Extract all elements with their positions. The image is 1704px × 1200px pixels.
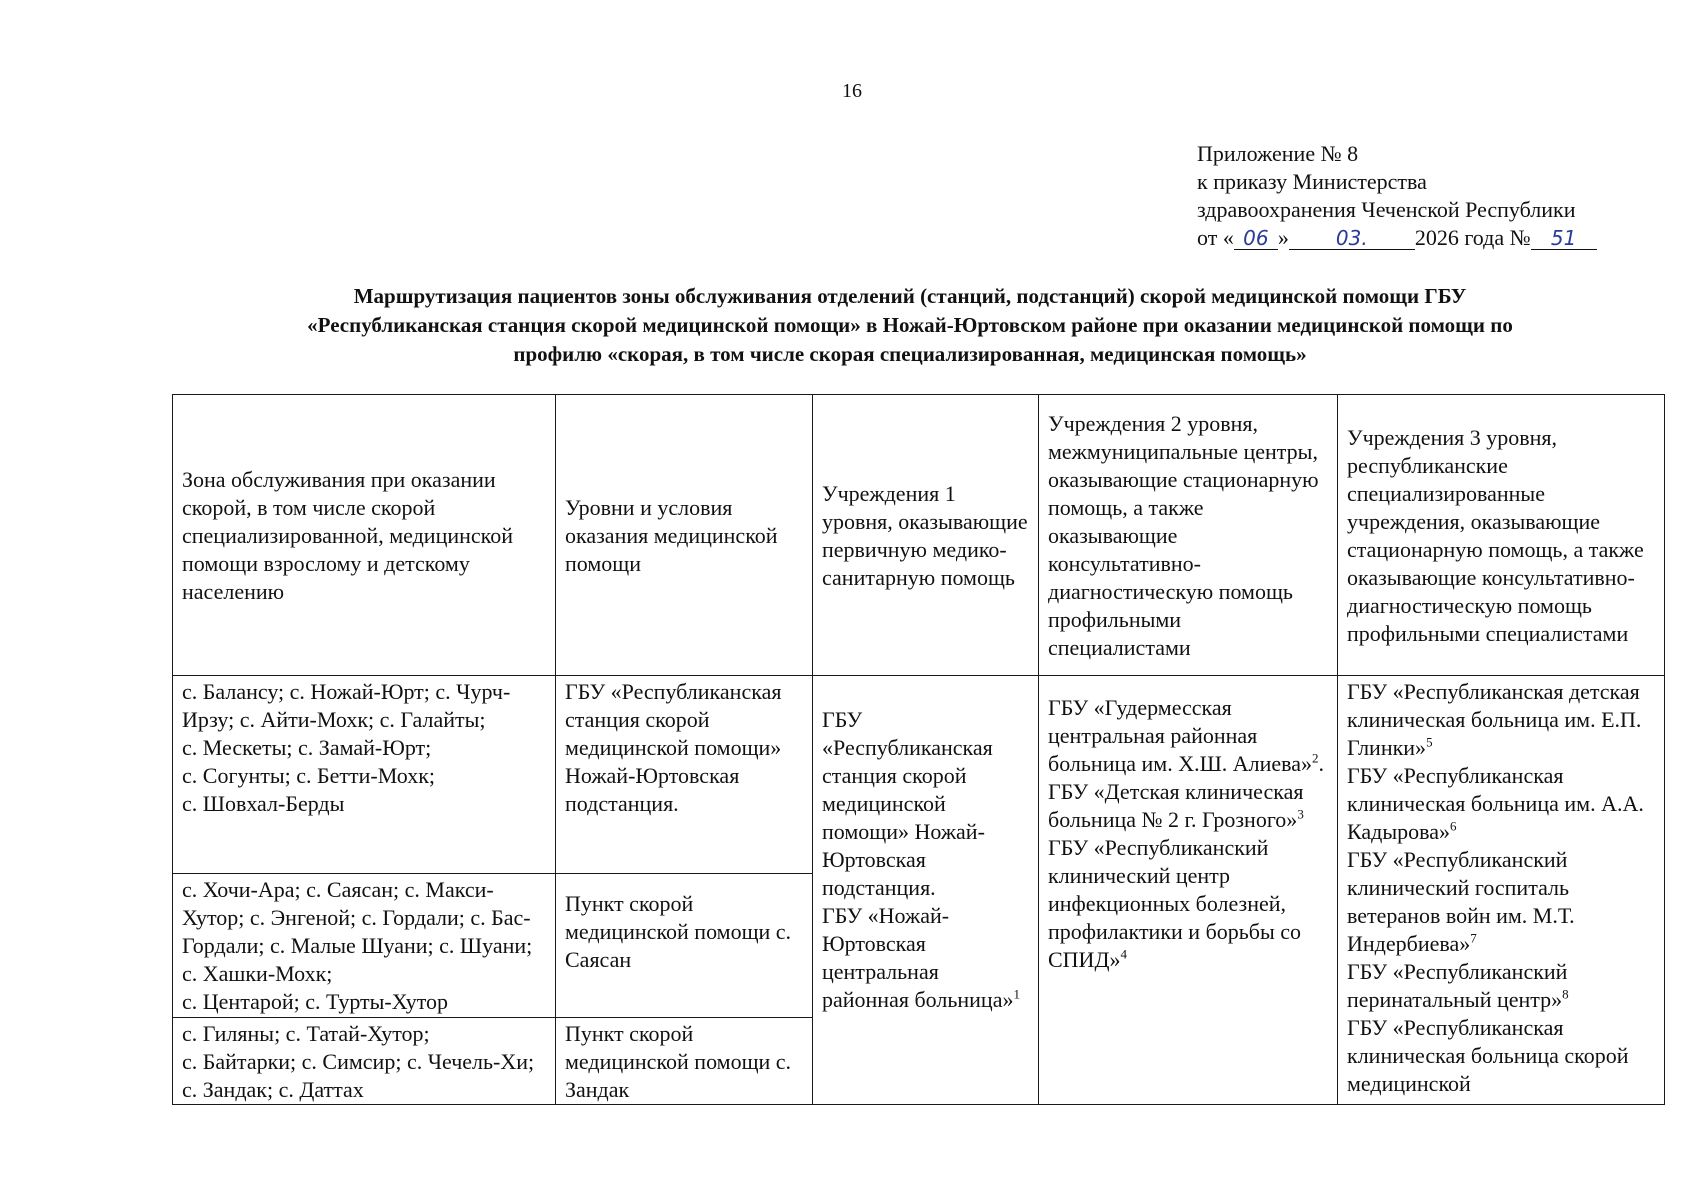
footnote-ref: 3: [1297, 806, 1304, 822]
zone-line: с. Гиляны; с. Татай-Хутор;: [182, 1021, 430, 1046]
date-prefix: от «: [1197, 225, 1234, 250]
footnote-ref: 1: [1013, 986, 1020, 1002]
level-2-institution: ГБУ «Детская клиническая больница № 2 г. Грозного»$^3$: [1048, 779, 1304, 832]
handwritten-order-number: 51: [1531, 227, 1597, 250]
appendix-line-3: здравоохранения Чеченской Республики: [1197, 197, 1576, 222]
zone-line: с. Хочи-Ара; с. Саясан; с. Макси-Хутор; с. Энгеной; с. Гордали; с. Бас-Гордали; с. Малые Шуани; с. Шуани; с. Хашки-Мохк;: [182, 877, 533, 986]
care-level-cell: ГБУ «Республиканская станция скорой медицинской помощи» Ножай-Юртовская подстанция.: [556, 676, 813, 874]
zone-cell: [173, 676, 556, 874]
care-level-cell: Пункт скорой медицинской помощи с. Зандак: [556, 1018, 813, 1105]
level-3-institution: ГБУ «Республиканская детская клиническая больница им. Е.П. Глинки»$^5$: [1347, 679, 1642, 760]
handwritten-day: 06: [1234, 227, 1278, 250]
zone-cell: [173, 1018, 556, 1105]
title-line-3: профилю «скорая, в том числе скорая специализированная, медицинская помощь»: [513, 342, 1307, 366]
zone-line: с. Байтарки; с. Симсир; с. Чечель-Хи; с. Зандак; с. Даттах: [182, 1049, 535, 1102]
date-mid: »: [1277, 225, 1289, 250]
page-number: 16: [842, 80, 862, 102]
footnote-ref: 2: [1312, 750, 1319, 766]
level-2-institution: ГБУ «Гудермесская центральная районная больница им. Х.Ш. Алиева»$^2$.: [1048, 695, 1325, 776]
footnote-ref: 5: [1426, 734, 1433, 750]
level-2-institution: ГБУ «Республиканский клинический центр инфекционных болезней, профилактики и борьбы со СПИД»$^4$: [1048, 835, 1302, 972]
zone-line: с. Мескеты; с. Замай-Юрт;: [182, 735, 432, 760]
footnote-ref: 4: [1120, 946, 1127, 962]
level-2-cell: [1039, 676, 1338, 1105]
header-care-levels: Уровни и условия оказания медицинской помощи: [556, 395, 813, 676]
document-title: [160, 282, 1660, 369]
appendix-line-2: к приказу Министерства: [1197, 169, 1427, 194]
header-level-1: Учреждения 1 уровня, оказывающие первичную медико-санитарную помощь: [813, 395, 1039, 676]
level-3-cell: [1338, 676, 1665, 1105]
appendix-date-line: [1197, 224, 1597, 252]
zone-line: с. Шовхал-Берды: [182, 791, 345, 816]
appendix-header: [1197, 140, 1597, 252]
table-row: [173, 676, 1665, 874]
appendix-line-1: Приложение № 8: [1197, 141, 1359, 166]
footnote-ref: 8: [1562, 986, 1569, 1002]
footnote-ref: 7: [1470, 930, 1477, 946]
care-level-cell: Пункт скорой медицинской помощи с. Саясан: [556, 874, 813, 1018]
level-3-institution: ГБУ «Республиканская клиническая больница им. А.А. Кадырова»$^6$: [1347, 763, 1644, 844]
level-3-institution: ГБУ «Республиканская клиническая больница скорой медицинской: [1347, 1015, 1629, 1096]
handwritten-month: 03.: [1289, 227, 1415, 250]
year-text: 2026 года №: [1414, 225, 1531, 250]
title-line-2: «Республиканская станция скорой медицинской помощи» в Ножай-Юртовском районе при оказании медицинской помощи по: [307, 313, 1513, 337]
footnote-ref: 6: [1450, 818, 1457, 834]
routing-table: [172, 394, 1665, 1105]
level-3-institution: ГБУ «Республиканский клинический госпиталь ветеранов войн им. М.Т. Индербиева»$^7$: [1347, 847, 1575, 956]
header-level-3: Учреждения 3 уровня, республиканские специализированные учреждения, оказывающие стационарную помощь, а также оказывающие консультативно-диагностическую помощь профильными специалистами: [1338, 395, 1665, 676]
table-header-row: [173, 395, 1665, 676]
title-line-1: Маршрутизация пациентов зоны обслуживания отделений (станций, подстанций) скорой медицинской помощи ГБУ: [353, 284, 1467, 308]
level-1-institution: ГБУ «Ножай-Юртовская центральная районная больница»$^1$: [822, 903, 1020, 1012]
zone-line: с. Согунты; с. Бетти-Мохк;: [182, 763, 435, 788]
zone-cell: [173, 874, 556, 1018]
level-1-cell: [813, 676, 1039, 1105]
level-1-institution: ГБУ «Республиканская станция скорой медицинской помощи» Ножай-Юртовская подстанция.: [822, 707, 993, 900]
zone-line: с. Балансу; с. Ножай-Юрт; с. Чурч-Ирзу; с. Айти-Мохк; с. Галайты;: [182, 679, 511, 732]
zone-line: с. Центарой; с. Турты-Хутор: [182, 989, 449, 1014]
level-3-institution: ГБУ «Республиканский перинатальный центр»$^8$: [1347, 959, 1569, 1012]
header-service-zone: Зона обслуживания при оказании скорой, в том числе скорой специализированной, медицинской помощи взрослому и детскому населению: [173, 395, 556, 676]
header-level-2: Учреждения 2 уровня, межмуниципальные центры, оказывающие стационарную помощь, а также оказывающие консультативно-диагностическую помощь профильными специалистами: [1039, 395, 1338, 676]
